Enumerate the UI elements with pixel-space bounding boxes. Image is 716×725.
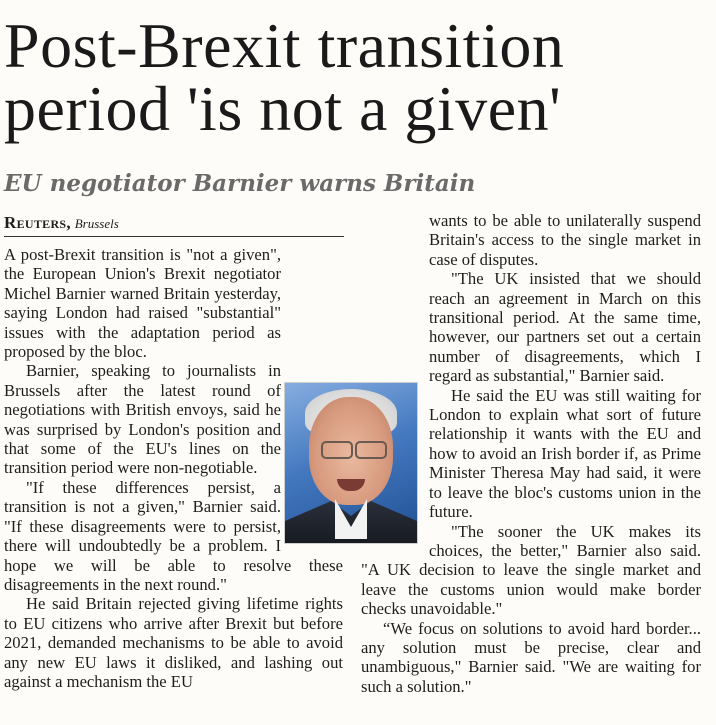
paragraph: "The sooner the UK makes its choices, the better," Barnier also said. "A UK decision to leave the single market and leave the customs union would make border checks unavoidable." <box>361 521 701 619</box>
paragraph: He said the EU was still waiting for London to explain what sort of future relationship it wants with the EU and how to avoid an Irish border if, as Prime Minister Theresa May had said, it were to leave the bloc's customs union in the future. <box>429 385 701 522</box>
byline-rule <box>4 236 344 237</box>
paragraph: "The UK insisted that we should reach an agreement in March on this transitional period. At the same time, however, our partners set out a certain number of disagreements, which I regard as substantial," Barnier said. <box>429 269 701 386</box>
headline <box>4 10 714 144</box>
paragraph: "If these differences persist, a transition is not a given," Barnier said. "If these disagreements were to persist, there will undoubtedly be a problem. I hope we will be able to resolve these disagreements in the next round." <box>4 477 343 594</box>
headline-line-1: Post-Brexit transition <box>4 10 565 81</box>
headline-line-2: period 'is not a given' <box>4 73 562 144</box>
paragraph-text: Barnier, speaking to journalists in Brussels after the latest round of negotiations with British envoys, said he was surprised by London's position and that some of the EU's lines on the transition period were non-negotiable. <box>4 361 281 478</box>
byline-place: Brussels <box>74 216 119 231</box>
barnier-photo <box>284 382 418 544</box>
paragraph: “We focus on solutions to avoid hard border... any solution must be precise, clear and unambiguous," Barnier said. "We are waiting for such a solution." <box>361 618 701 696</box>
portrait-glasses-left <box>321 441 353 459</box>
paragraph: wants to be able to unilaterally suspend Britain's access to the single market in case of disputes. <box>429 211 701 269</box>
subheadline: EU negotiator Barnier warns Britain <box>4 170 476 197</box>
portrait-glasses-right <box>355 441 387 459</box>
byline-agency: Reuters, <box>4 213 71 232</box>
paragraph: A post-Brexit transition is "not a given", the European Union's Brexit negotiator Michel Barnier warned Britain yesterday, saying London had raised "substantial" issues with the adaptation period as proposed by the bloc. <box>4 245 281 362</box>
paragraph: He said Britain rejected giving lifetime rights to EU citizens who arrive after Brexit but before 2021, demanded mechanisms to be able to avoid any new EU laws it disliked, and lashing out against a mechanism the EU <box>4 594 343 691</box>
byline <box>4 213 119 233</box>
